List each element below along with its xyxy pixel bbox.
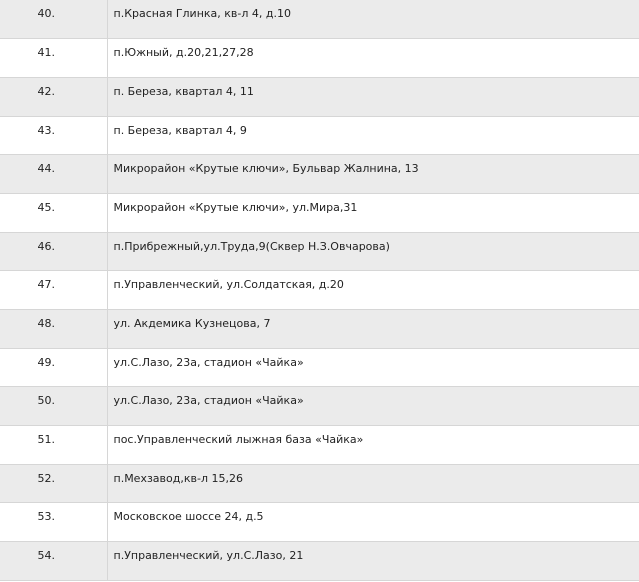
table-row xyxy=(0,77,639,116)
table-row xyxy=(0,310,639,349)
row-number: 42. xyxy=(0,77,107,116)
table-row xyxy=(0,542,639,581)
table-row xyxy=(0,426,639,465)
row-address: пос.Управленческий лыжная база «Чайка» xyxy=(107,426,639,465)
row-address: п. Береза, квартал 4, 11 xyxy=(107,77,639,116)
row-number: 52. xyxy=(0,464,107,503)
row-number: 44. xyxy=(0,155,107,194)
row-number: 40. xyxy=(0,0,107,39)
table-row xyxy=(0,232,639,271)
table-row xyxy=(0,39,639,78)
row-address: п.Прибрежный,ул.Труда,9(Сквер Н.З.Овчарова) xyxy=(107,232,639,271)
row-address: п.Управленческий, ул.Солдатская, д.20 xyxy=(107,271,639,310)
row-number: 48. xyxy=(0,310,107,349)
row-address: Микрорайон «Крутые ключи», ул.Мира,31 xyxy=(107,193,639,232)
row-address: п. Береза, квартал 4, 9 xyxy=(107,116,639,155)
row-address: Московское шоссе 24, д.5 xyxy=(107,503,639,542)
row-address: ул.С.Лазо, 23а, стадион «Чайка» xyxy=(107,348,639,387)
row-address: п.Красная Глинка, кв-л 4, д.10 xyxy=(107,0,639,39)
table-row xyxy=(0,387,639,426)
row-number: 47. xyxy=(0,271,107,310)
row-number: 54. xyxy=(0,542,107,581)
row-number: 43. xyxy=(0,116,107,155)
row-address: п.Мехзавод,кв-л 15,26 xyxy=(107,464,639,503)
row-number: 53. xyxy=(0,503,107,542)
table-row xyxy=(0,155,639,194)
row-number: 46. xyxy=(0,232,107,271)
table-row xyxy=(0,271,639,310)
row-address: п.Управленческий, ул.С.Лазо, 21 xyxy=(107,542,639,581)
table-row xyxy=(0,348,639,387)
row-number: 45. xyxy=(0,193,107,232)
row-number: 49. xyxy=(0,348,107,387)
table-row xyxy=(0,116,639,155)
row-address: п.Южный, д.20,21,27,28 xyxy=(107,39,639,78)
row-number: 51. xyxy=(0,426,107,465)
table-row xyxy=(0,464,639,503)
table-row xyxy=(0,193,639,232)
table-row xyxy=(0,503,639,542)
row-number: 50. xyxy=(0,387,107,426)
row-address: ул. Акдемика Кузнецова, 7 xyxy=(107,310,639,349)
table-row xyxy=(0,0,639,39)
row-address: Микрорайон «Крутые ключи», Бульвар Жалнина, 13 xyxy=(107,155,639,194)
row-address: ул.С.Лазо, 23а, стадион «Чайка» xyxy=(107,387,639,426)
row-number: 41. xyxy=(0,39,107,78)
